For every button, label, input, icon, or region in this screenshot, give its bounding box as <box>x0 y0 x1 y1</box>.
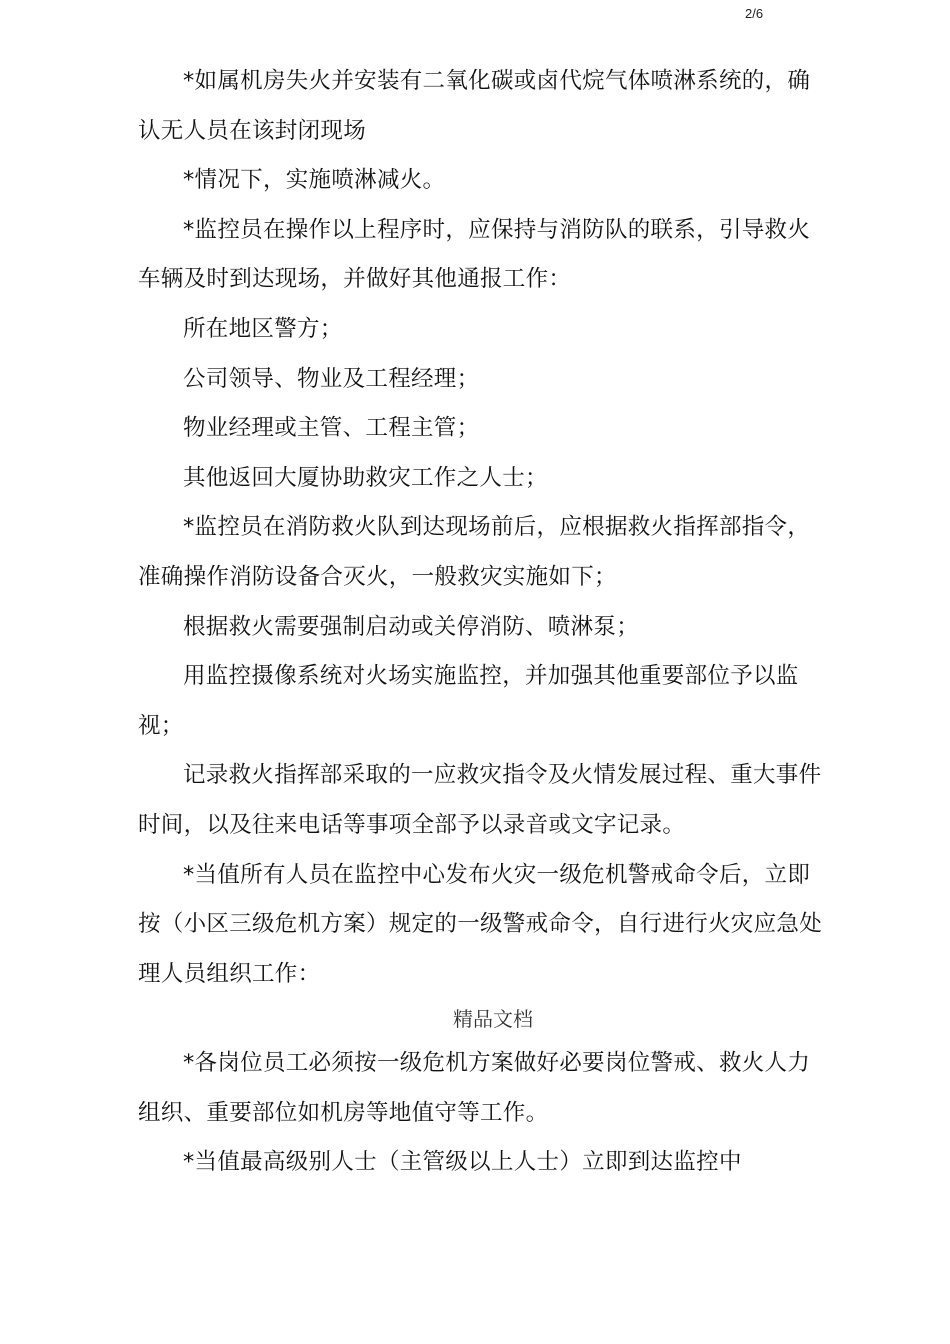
list-item-property-managers: 物业经理或主管、工程主管； <box>183 415 480 442</box>
document-body <box>138 57 828 1188</box>
paragraph-command-instructions: *监控员在消防救火队到达现场前后，应根据救火指挥部指令，准确操作消防设备合灭火，一般救灾实施如下； <box>138 514 811 590</box>
list-item-other-personnel: 其他返回大厦协助救灾工作之人士； <box>183 464 548 491</box>
list-item-camera-monitoring: 用监控摄像系统对火场实施监控，并加强其他重要部位予以监视； <box>138 663 799 739</box>
page-number: 2/6 <box>745 6 764 21</box>
watermark-label: 精品文档 <box>453 1007 533 1032</box>
paragraph-senior-staff: *当值最高级别人士（主管级以上人士）立即到达监控中 <box>183 1149 742 1176</box>
list-item-police: 所在地区警方； <box>183 315 343 342</box>
paragraph-post-staff: *各岗位员工必须按一级危机方案做好必要岗位警戒、救火人力组织、重要部位如机房等地值守等工作。 <box>138 1050 811 1126</box>
list-item-company-leaders: 公司领导、物业及工程经理； <box>183 365 480 392</box>
paragraph-spray-extinguish: *情况下，实施喷淋减火。 <box>183 167 446 194</box>
list-item-recording: 记录救火指挥部采取的一应救灾指令及火情发展过程、重大事件时间，以及往来电话等事项全部予以录音或文字记录。 <box>138 762 822 838</box>
paragraph-alert-level-one: *当值所有人员在监控中心发布火灾一级危机警戒命令后，立即按（小区三级危机方案）规定的一级警戒命令，自行进行火灾应急处理人员组织工作： <box>138 861 823 987</box>
paragraph-monitor-liaison: *监控员在操作以上程序时，应保持与消防队的联系，引导救火车辆及时到达现场，并做好其他通报工作： <box>138 216 811 293</box>
paragraph-co2-sprinkler: *如属机房失火并安装有二氧化碳或卤代烷气体喷淋系统的，确认无人员在该封闭现场 <box>138 68 811 144</box>
list-item-pumps: 根据救火需要强制启动或关停消防、喷淋泵； <box>183 613 640 640</box>
